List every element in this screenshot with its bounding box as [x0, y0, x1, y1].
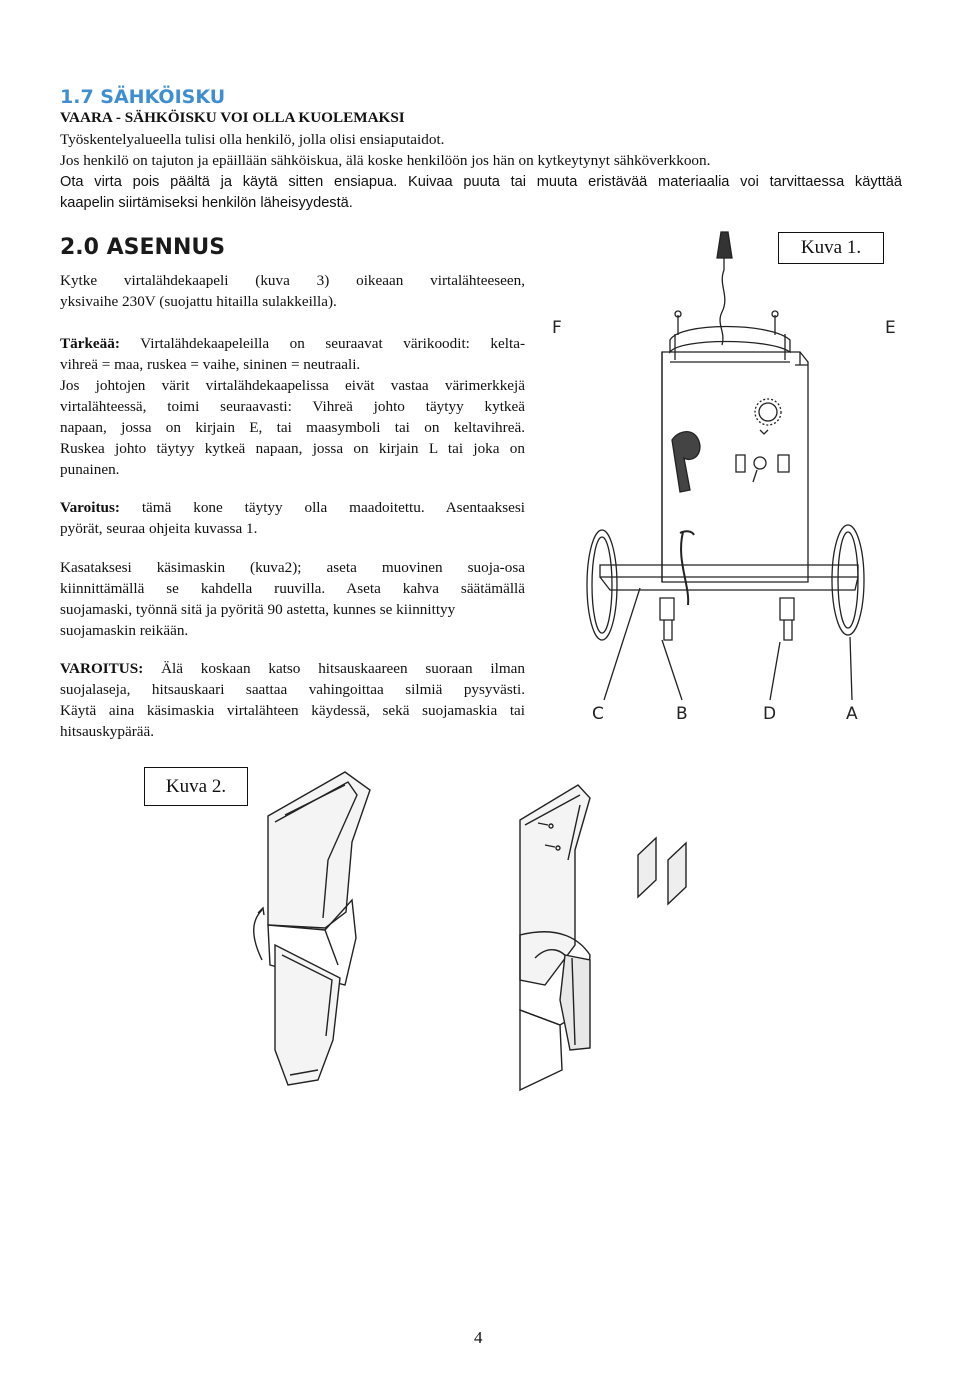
text-line: Kasataksesi käsimaskin (kuva2); aseta muovinen suoja-osa — [60, 559, 525, 576]
text-line: Kytke virtalähdekaapeli (kuva 3) oikeaan virtalähteeseen, — [60, 272, 525, 289]
label-d: D — [763, 704, 777, 724]
text-line: virtalähteessä, toimi seuraavasti: Vihreä johto täytyy kytkeä — [60, 398, 525, 415]
text-line: suojamaskin reikään. — [60, 622, 189, 639]
text-line: Käytä aina käsimaskia virtalähteen käydessä, sekä suojamaskia tai — [60, 702, 525, 719]
caution-label: Varoitus: — [60, 499, 120, 516]
heading-2-0: 2.0 ASENNUS — [60, 235, 226, 260]
heading-1-7: 1.7 SÄHKÖISKU — [60, 86, 226, 108]
warning-line — [60, 658, 525, 680]
text-line: Työskentelyalueella tulisi olla henkilö, jolla olisi ensiaputaidot. — [60, 131, 445, 148]
text-line: kaapelin siirtämiseksi henkilön läheisyydestä. — [60, 195, 353, 211]
label-f: F — [552, 318, 562, 338]
warning-label: VAROITUS: — [60, 660, 144, 677]
caution-text: tämä kone täytyy olla maadoitettu. Asentaaksesi — [119, 499, 525, 516]
important-line — [60, 333, 525, 355]
label-c: C — [592, 704, 604, 724]
label-a: A — [846, 704, 858, 724]
label-e: E — [885, 318, 896, 338]
welder-machine-figure — [540, 215, 900, 725]
figure1-caption: Kuva 1. — [778, 232, 884, 264]
text-line: yksivaihe 230V (suojattu hitailla sulakkeilla). — [60, 293, 337, 310]
text-line: Ota virta pois päältä ja käytä sitten ensiapua. Kuivaa puuta tai muuta eristävää materiaalia voi tarvittaessa käyttää — [60, 174, 902, 190]
hand-mask-figure — [250, 800, 710, 1370]
text-line: Jos johtojen värit virtalähdekaapelissa eivät vastaa värimerkkejä — [60, 377, 525, 394]
text-line: napaan, jossa on kirjain E, tai maasymboli tai on keltavihreä. — [60, 419, 525, 436]
text-line: vihreä = maa, ruskea = vaihe, sininen = neutraali. — [60, 356, 361, 373]
label-b: B — [676, 704, 688, 724]
text-line: pyörät, seuraa ohjeita kuvassa 1. — [60, 520, 258, 537]
important-text: Virtalähdekaapeleilla on seuraavat värikoodit: kelta- — [119, 335, 525, 352]
warning-text: Älä koskaan katso hitsauskaareen suoraan ilman — [143, 660, 525, 677]
text-line: suojamaski, työnnä sitä ja pyöritä 90 astetta, kunnes se kiinnittyy — [60, 601, 456, 618]
important-label: Tärkeää: — [60, 335, 120, 352]
text-line: kiinnittämällä se kahdella ruuvilla. Aseta kahva säätämällä — [60, 580, 525, 597]
text-line: Jos henkilö on tajuton ja epäillään sähköiskua, älä koske henkilöön jos hän on kytkeytynyt sähköverkkoon. — [60, 152, 711, 169]
caution-line — [60, 497, 525, 519]
figure2-caption: Kuva 2. — [144, 767, 248, 806]
warning-title: VAARA - SÄHKÖISKU VOI OLLA KUOLEMAKSI — [60, 109, 405, 126]
text-line: hitsauskypärää. — [60, 723, 155, 740]
text-line: Ruskea johto täytyy kytkeä napaan, jossa on kirjain L tai joka on — [60, 440, 525, 457]
text-line: punainen. — [60, 461, 120, 478]
page-number: 4 — [474, 1328, 483, 1347]
text-line: suojalaseja, hitsauskaari saattaa vahingoittaa silmiä pysyvästi. — [60, 681, 525, 698]
